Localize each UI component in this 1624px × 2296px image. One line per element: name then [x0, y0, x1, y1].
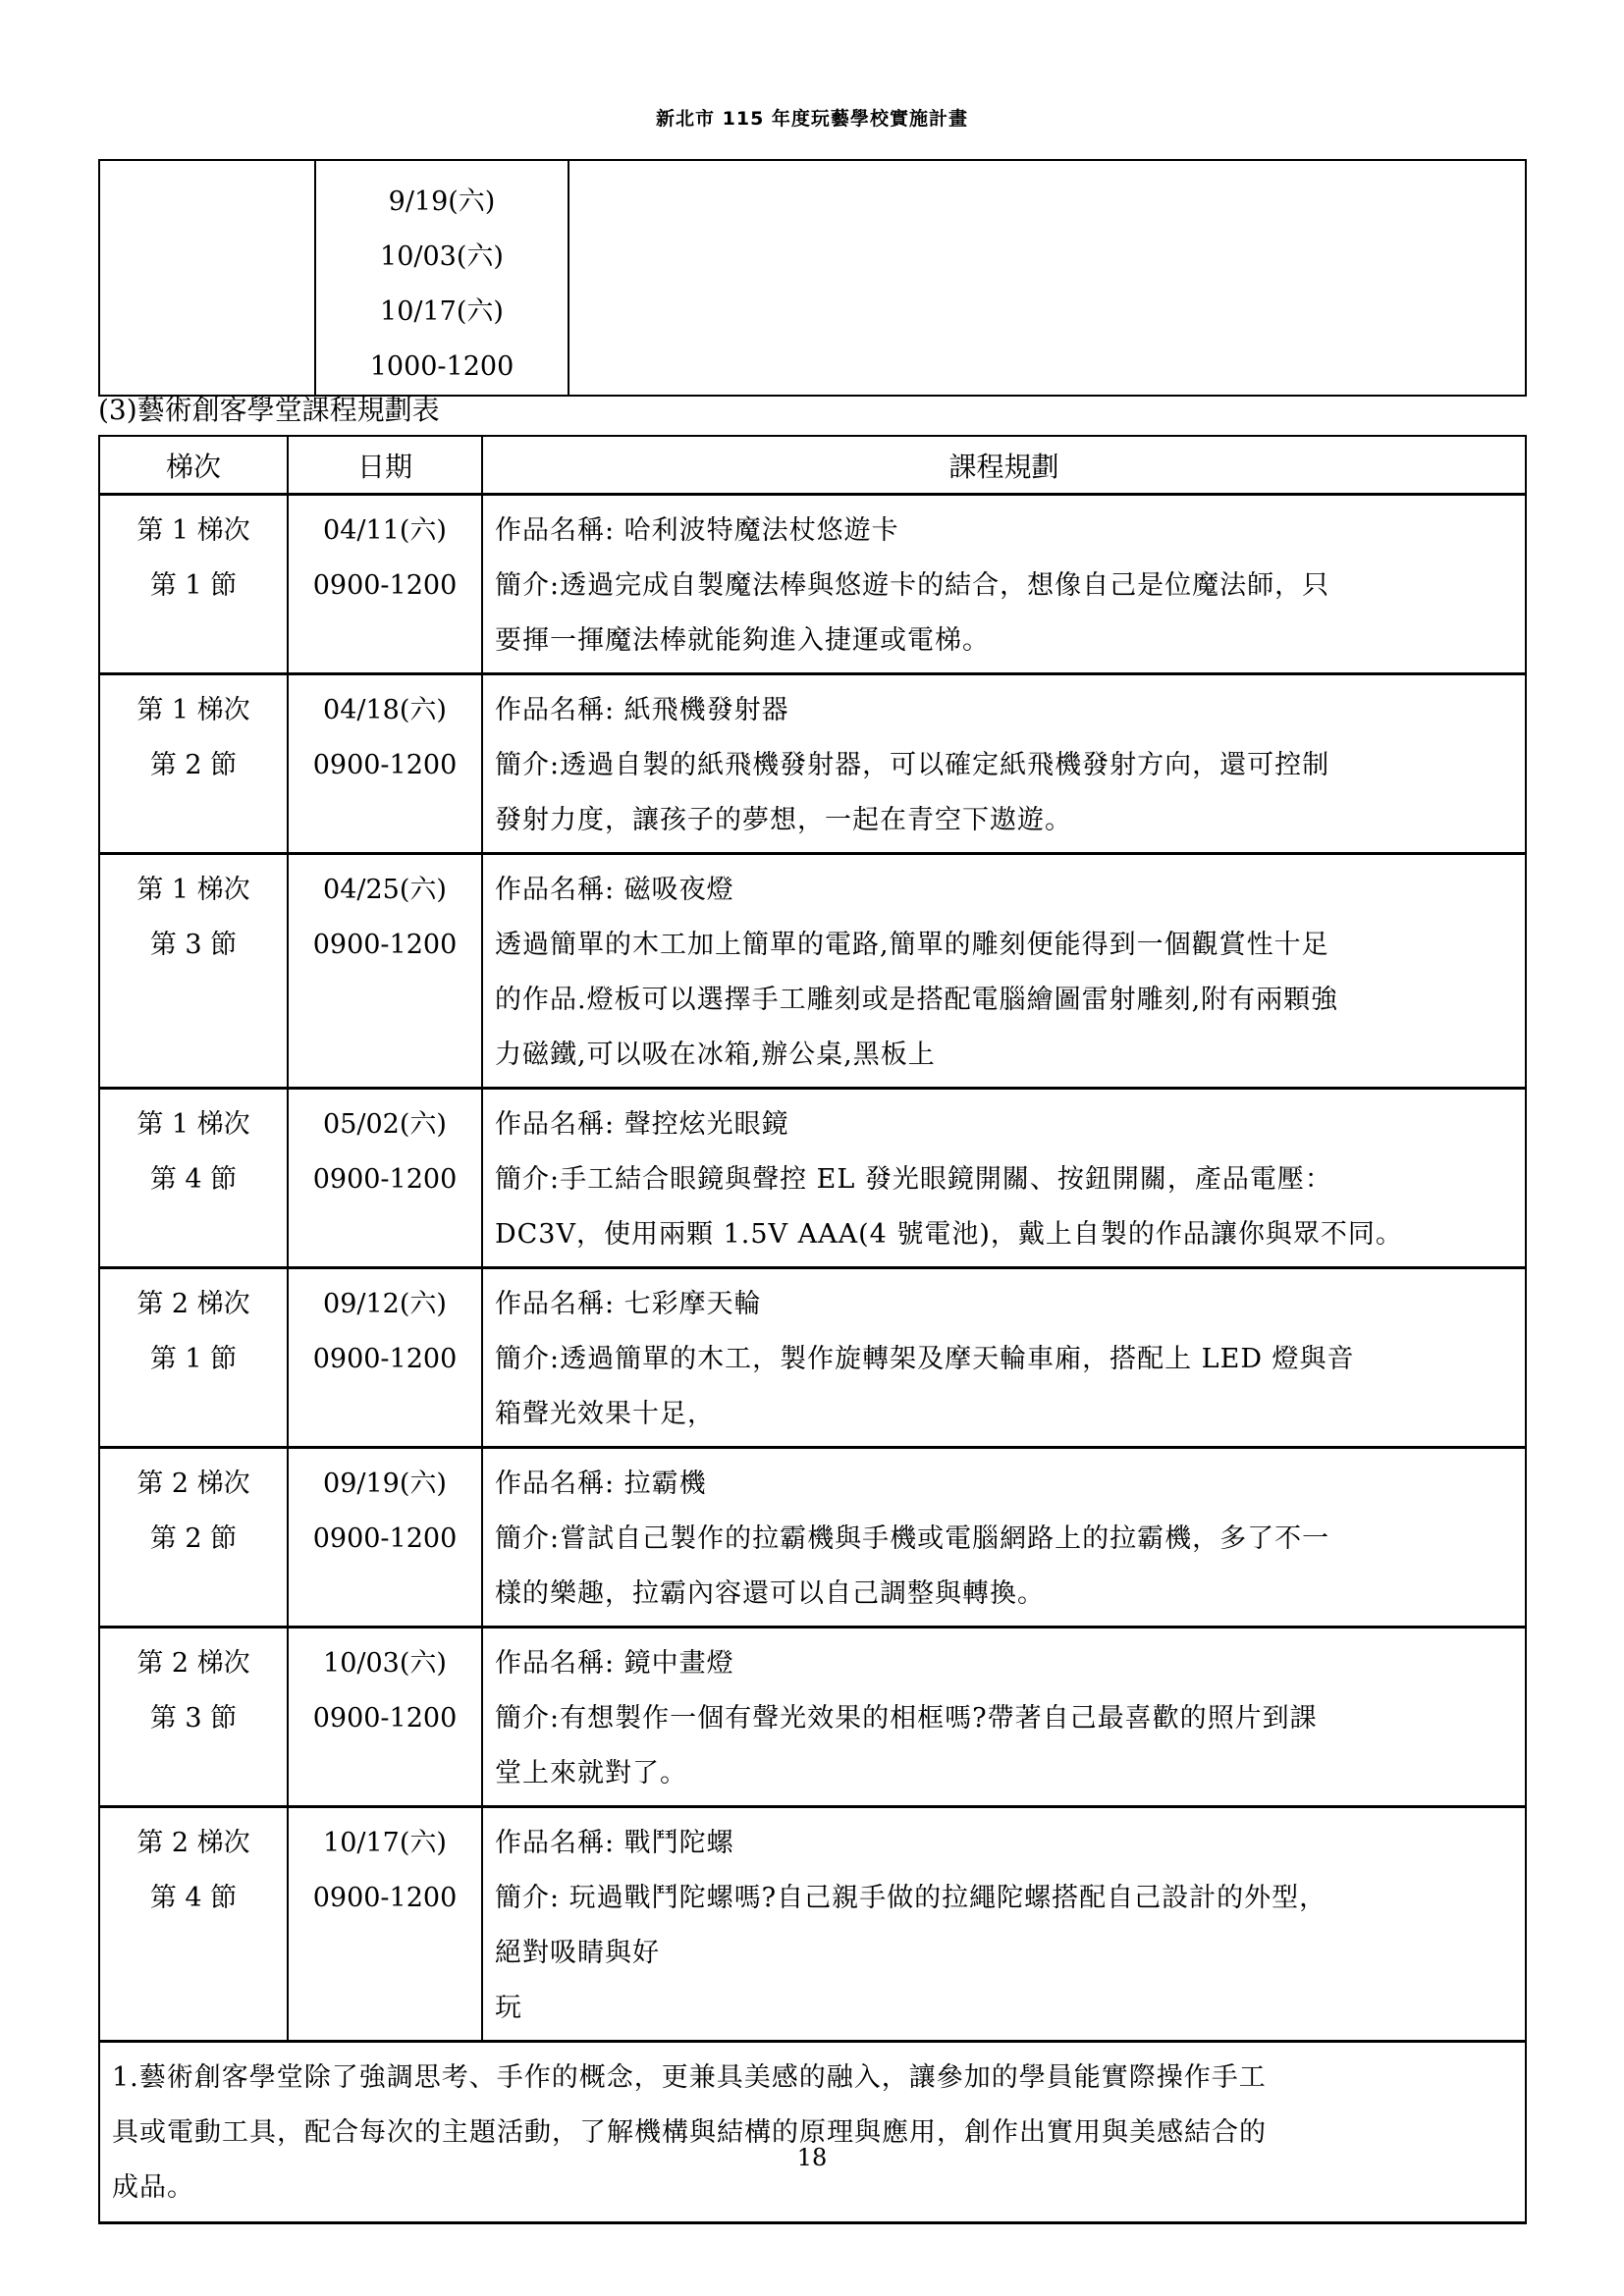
batch-cell — [99, 854, 288, 1089]
date-label: 04/25(六) — [323, 875, 447, 905]
plan-line: 作品名稱: 戰鬥陀螺 — [495, 1828, 734, 1858]
plan-cell — [482, 674, 1526, 854]
plan-line: 絕對吸睛與好 — [495, 1938, 660, 1968]
session-label: 第 4 節 — [149, 1164, 238, 1195]
date-cell — [288, 1268, 482, 1448]
plan-cell — [482, 1448, 1526, 1628]
session-label: 第 2 節 — [149, 1523, 238, 1554]
time-label: 0900-1200 — [312, 1883, 458, 1913]
batch-label: 第 2 梯次 — [136, 1648, 250, 1679]
batch-label: 第 2 梯次 — [136, 1468, 250, 1499]
plan-line: DC3V，使用兩顆 1.5V AAA(4 號電池)，戴上自製的作品讓你與眾不同。 — [495, 1219, 1403, 1250]
time-label: 0900-1200 — [312, 1344, 458, 1374]
batch-label: 第 1 梯次 — [136, 515, 250, 546]
page-number: 18 — [796, 2144, 828, 2171]
table-header-row — [99, 436, 1526, 495]
plan-line: 簡介:手工結合眼鏡與聲控 EL 發光眼鏡開關、按鈕開關，產品電壓： — [495, 1164, 1332, 1195]
table-row — [99, 1448, 1526, 1628]
plan-cell — [482, 1628, 1526, 1807]
note-row — [99, 2042, 1526, 2223]
session-label: 第 1 節 — [149, 570, 238, 601]
batch-label: 第 2 梯次 — [136, 1289, 250, 1319]
batch-cell — [99, 1807, 288, 2042]
plan-line: 簡介:有想製作一個有聲光效果的相框嗎?帶著自己最喜歡的照片到課 — [495, 1703, 1318, 1734]
date-label: 10/03(六) — [323, 1648, 447, 1679]
plan-line: 堂上來就對了。 — [495, 1758, 687, 1789]
plan-line: 力磁鐵,可以吸在冰箱,辦公桌,黑板上 — [495, 1040, 936, 1070]
batch-cell — [99, 495, 288, 674]
batch-cell — [99, 674, 288, 854]
session-label: 第 3 節 — [149, 1703, 238, 1734]
column-header-plan: 課程規劃 — [482, 436, 1526, 495]
column-header-batch: 梯次 — [99, 436, 288, 495]
plan-line: 作品名稱: 紙飛機發射器 — [495, 695, 789, 725]
date-cell — [288, 674, 482, 854]
document-header: 新北市 115 年度玩藝學校實施計畫 — [656, 108, 968, 130]
plan-cell — [482, 1807, 1526, 2042]
plan-line: 作品名稱: 鏡中畫燈 — [495, 1648, 734, 1679]
plan-cell — [482, 854, 1526, 1089]
table-row — [99, 1089, 1526, 1268]
previous-schedule-table — [98, 159, 1527, 397]
batch-cell — [99, 1448, 288, 1628]
table-row — [99, 1807, 1526, 2042]
plan-cell — [482, 1268, 1526, 1448]
date-label: 09/12(六) — [323, 1289, 447, 1319]
batch-cell — [99, 1628, 288, 1807]
batch-label: 第 2 梯次 — [136, 1828, 250, 1858]
plan-cell — [482, 495, 1526, 674]
plan-line: 作品名稱: 哈利波特魔法杖悠遊卡 — [495, 515, 899, 546]
batch-cell — [99, 1089, 288, 1268]
date-cell — [288, 1089, 482, 1268]
table-row — [99, 1628, 1526, 1807]
note-line: 1.藝術創客學堂除了強調思考、手作的概念，更兼具美感的融入，讓參加的學員能實際操作手工 — [112, 2062, 1267, 2093]
date-label: 10/17(六) — [323, 1828, 447, 1858]
plan-cell — [482, 1089, 1526, 1268]
date-label: 09/19(六) — [323, 1468, 447, 1499]
plan-line: 要揮一揮魔法棒就能夠進入捷運或電梯。 — [495, 625, 990, 656]
empty-cell — [568, 160, 1526, 396]
time-label: 0900-1200 — [312, 750, 458, 780]
plan-line: 簡介: 玩過戰鬥陀螺嗎?自己親手做的拉繩陀螺搭配自己設計的外型， — [495, 1883, 1327, 1913]
plan-line: 作品名稱: 七彩摩天輪 — [495, 1289, 762, 1319]
date-line: 10/03(六) — [380, 241, 504, 272]
plan-line: 作品名稱: 拉霸機 — [495, 1468, 707, 1499]
session-label: 第 1 節 — [149, 1344, 238, 1374]
batch-cell — [99, 1268, 288, 1448]
date-cell — [288, 854, 482, 1089]
plan-line: 玩 — [495, 1993, 522, 2023]
plan-line: 樣的樂趣，拉霸內容還可以自己調整與轉換。 — [495, 1578, 1045, 1609]
column-header-date: 日期 — [288, 436, 482, 495]
date-cell — [288, 495, 482, 674]
date-cell — [288, 1448, 482, 1628]
time-label: 0900-1200 — [312, 930, 458, 960]
date-label: 04/11(六) — [323, 515, 447, 546]
date-line: 9/19(六) — [388, 187, 496, 217]
table-row — [99, 674, 1526, 854]
plan-line: 作品名稱: 聲控炫光眼鏡 — [495, 1109, 789, 1140]
empty-cell — [99, 160, 315, 396]
time-label: 0900-1200 — [312, 1703, 458, 1734]
date-cell — [315, 160, 568, 396]
table-row — [99, 160, 1526, 396]
date-label: 05/02(六) — [323, 1109, 447, 1140]
plan-line: 箱聲光效果十足， — [495, 1399, 715, 1429]
date-cell — [288, 1628, 482, 1807]
date-label: 04/18(六) — [323, 695, 447, 725]
note-line: 具或電動工具，配合每次的主題活動，了解機構與結構的原理與應用，創作出實用與美感結合的 — [112, 2117, 1267, 2148]
date-cell — [288, 1807, 482, 2042]
plan-line: 簡介:透過完成自製魔法棒與悠遊卡的結合，想像自己是位魔法師，只 — [495, 570, 1330, 601]
course-plan-table — [98, 435, 1527, 2224]
table-row — [99, 1268, 1526, 1448]
time-label: 0900-1200 — [312, 1523, 458, 1554]
plan-line: 簡介:透過自製的紙飛機發射器，可以確定紙飛機發射方向，還可控制 — [495, 750, 1330, 780]
note-line: 成品。 — [112, 2172, 194, 2203]
session-label: 第 3 節 — [149, 930, 238, 960]
table-row — [99, 495, 1526, 674]
plan-line: 的作品.燈板可以選擇手工雕刻或是搭配電腦繪圖雷射雕刻,附有兩顆強 — [495, 985, 1339, 1015]
plan-line: 發射力度，讓孩子的夢想，一起在青空下遨遊。 — [495, 805, 1072, 835]
session-label: 第 2 節 — [149, 750, 238, 780]
batch-label: 第 1 梯次 — [136, 695, 250, 725]
time-label: 0900-1200 — [312, 1164, 458, 1195]
date-line: 10/17(六) — [380, 296, 504, 327]
plan-line: 透過簡單的木工加上簡單的電路,簡單的雕刻便能得到一個觀賞性十足 — [495, 930, 1329, 960]
session-label: 第 4 節 — [149, 1883, 238, 1913]
plan-line: 簡介:透過簡單的木工，製作旋轉架及摩天輪車廂，搭配上 LED 燈與音 — [495, 1344, 1355, 1374]
time-label: 0900-1200 — [312, 570, 458, 601]
plan-line: 簡介:嘗試自己製作的拉霸機與手機或電腦網路上的拉霸機，多了不一 — [495, 1523, 1330, 1554]
plan-line: 作品名稱: 磁吸夜燈 — [495, 875, 734, 905]
note-cell — [99, 2042, 1526, 2223]
time-line: 1000-1200 — [369, 351, 514, 382]
section-title: (3)藝術創客學堂課程規劃表 — [98, 394, 440, 426]
batch-label: 第 1 梯次 — [136, 1109, 250, 1140]
table-row — [99, 854, 1526, 1089]
batch-label: 第 1 梯次 — [136, 875, 250, 905]
